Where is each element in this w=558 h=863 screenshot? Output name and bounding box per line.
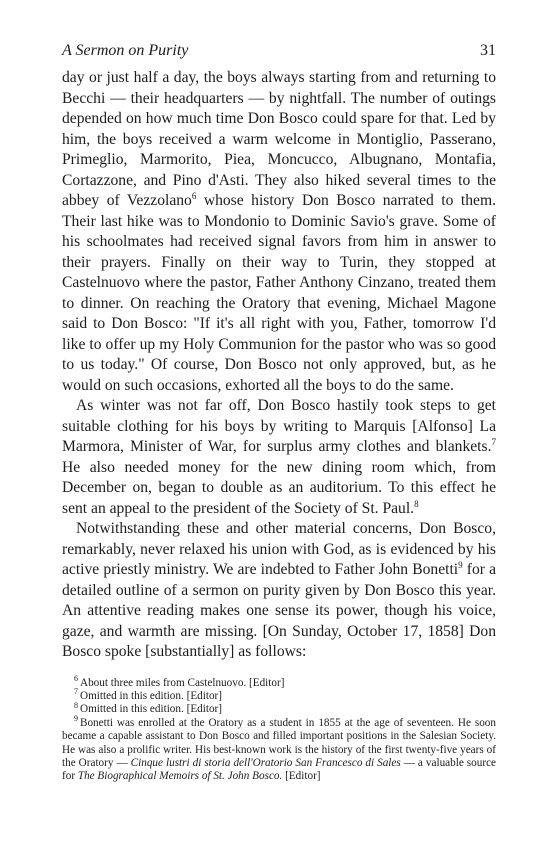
paragraph-2 bbox=[62, 396, 496, 519]
footnote-9-text-b: — a valuable source for bbox=[62, 756, 496, 783]
paragraph-1-part-b: whose history Don Bosco narrated to them. Their last hike was to Mondonio to Dominic Savio's grave. Some of his schoolmates had received signal favors from him in answer to their prayers. Finally on their way to Turin, they stopped at Castelnuovo where the pastor, Father Anthony Cinzano, treated them to dinner. On reaching the Oratory that evening, Michael Magone said to Don Bosco: "If it's all right with you, Father, tomorrow I'd like to offer up my Holy Communion for the pastor who was so good to us today." Of course, Don Bosco not only approved, but, as he would on such occasions, exhorted all the boys to do the same. bbox=[62, 192, 496, 394]
footnotes bbox=[62, 673, 496, 784]
footnote-8-number: 8 bbox=[74, 700, 78, 710]
footnote-9-title-english: The Biographical Memoirs of St. John Bosco. bbox=[77, 770, 283, 783]
footnote-7-number: 7 bbox=[74, 687, 78, 697]
footnote-9-title-italian: Cinque lustri di storia dell'Oratorio San Francesco di Sales bbox=[130, 756, 401, 769]
paragraph-3 bbox=[62, 519, 496, 663]
footnote-6 bbox=[62, 673, 496, 690]
footnote-7 bbox=[62, 687, 496, 703]
footnote-7-text: Omitted in this edition. [Editor] bbox=[80, 689, 223, 702]
footnote-ref-7: 7 bbox=[491, 436, 496, 447]
footnote-8 bbox=[62, 700, 496, 716]
footnote-ref-6: 6 bbox=[191, 190, 197, 201]
paragraph-3-part-b: for a detailed outline of a sermon on purity given by Don Bosco this year. An attentive reading makes one sense its power, though his voice, gaze, and warmth are missing. [On Sunday, October 17, 1858] Don Bosco spoke [substantially] as follows: bbox=[62, 561, 496, 660]
page-number: 31 bbox=[480, 42, 496, 59]
paragraph-2-part-b: He also needed money for the new dining room which, from December on, began to double as an auditorium. To this effect he sent an appeal to the president of the Society of St. Paul. bbox=[62, 458, 496, 517]
footnote-9-text-c: [Editor] bbox=[282, 770, 321, 783]
footnote-6-text: About three miles from Castelnuovo. [Editor] bbox=[80, 676, 285, 689]
footnote-ref-9: 9 bbox=[458, 559, 463, 570]
running-title: A Sermon on Purity bbox=[62, 42, 189, 59]
footnote-9-text-a: Bonetti was enrolled at the Oratory as a student in 1855 at the age of seventeen. He soon became a capable assistant to Don Bosco and filled important positions in the Salesian Society. He was also a prolific writer. His best-known work is the history of the first twenty-five years of the Oratory — bbox=[62, 716, 496, 769]
footnote-8-text: Omitted in this edition. [Editor] bbox=[80, 703, 223, 716]
footnote-6-number: 6 bbox=[74, 673, 78, 683]
paragraph-3-part-a: Notwithstanding these and other material concerns, Don Bosco, remarkably, never relaxed his union with God, as is evidenced by his active priestly ministry. We are indebted to Father John Bonetti bbox=[62, 520, 496, 578]
footnote-9-number: 9 bbox=[74, 713, 78, 723]
paragraph-1 bbox=[62, 68, 496, 396]
body-text bbox=[62, 68, 496, 663]
paragraph-1-part-a: day or just half a day, the boys always starting from and returning to Becchi — their headquarters — by nightfall. The number of outings depended on how much time Don Bosco could spare for that. Led by him, the boys received a warm welcome in Montiglio, Passerano, Primeglio, Marmorito, Piea, Moncucco, Albugnano, Montafia, Cortazzone, and Pino d'Asti. They also hiked several times to the abbey of Vezzolano bbox=[62, 69, 496, 209]
running-head bbox=[62, 42, 496, 60]
footnote-9 bbox=[62, 713, 496, 784]
paragraph-2-part-a: As winter was not far off, Don Bosco hastily took steps to get suitable clothing for his boys by writing to Marquis [Alfonso] La Marmora, Minister of War, for surplus army clothes and blankets. bbox=[62, 397, 496, 455]
footnote-ref-8: 8 bbox=[414, 498, 419, 509]
